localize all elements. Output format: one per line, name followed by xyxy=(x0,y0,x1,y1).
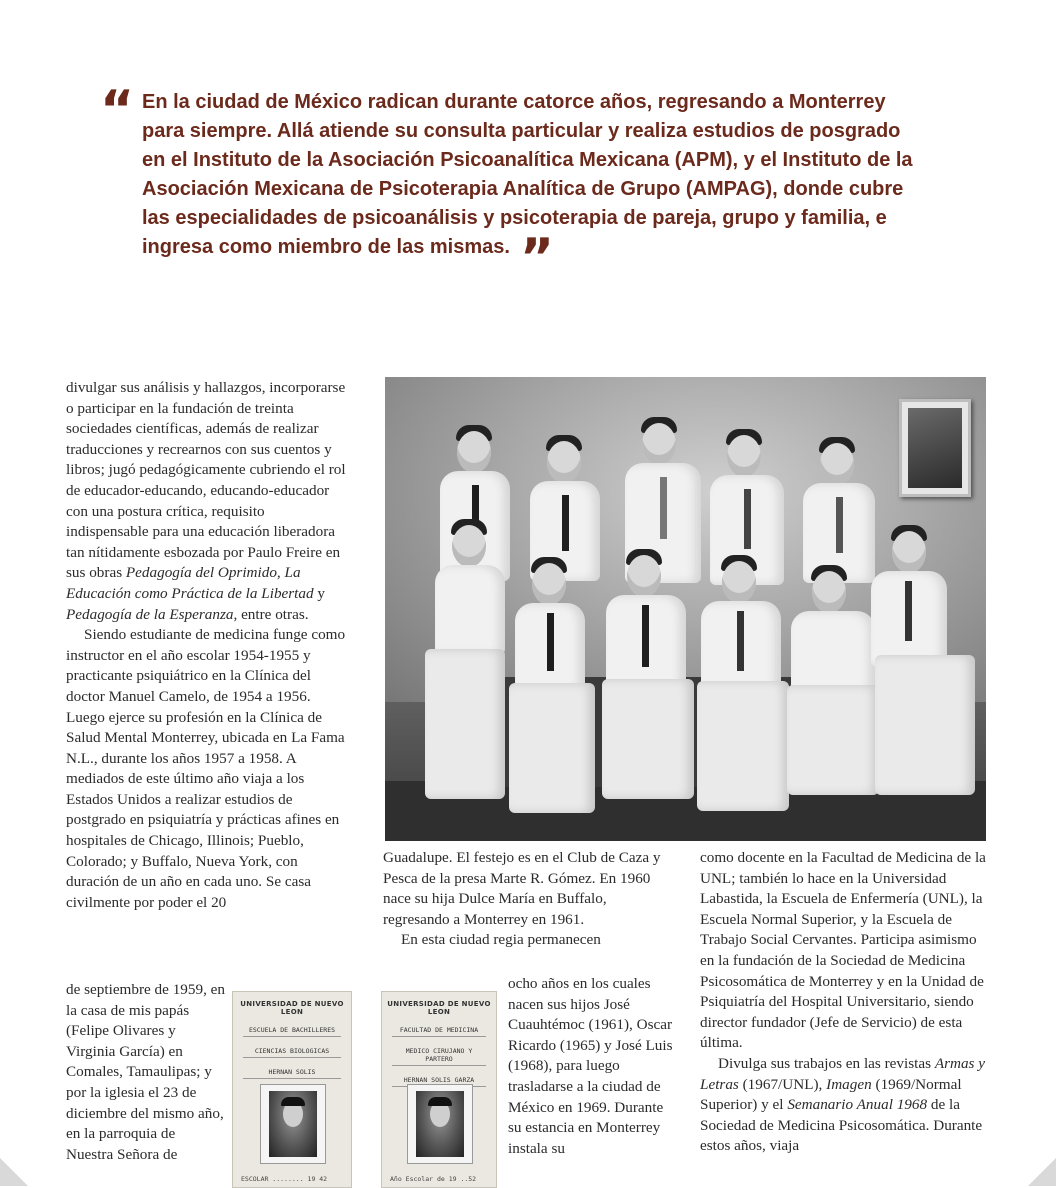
id-portrait xyxy=(260,1084,326,1164)
paragraph: En esta ciudad regia permanecen xyxy=(401,931,601,949)
group-photo xyxy=(385,377,986,841)
page-corner-left xyxy=(0,1158,28,1186)
card-name: HERNAN SOLIS xyxy=(243,1068,341,1079)
page-corner-right xyxy=(1028,1158,1056,1186)
id-portrait xyxy=(407,1084,473,1164)
pull-quote xyxy=(100,80,920,288)
book-title: Pedagogía del Oprimido, La Educación como Práctica de la Libertad xyxy=(66,564,314,602)
journal-title: Semanario Anual 1968 xyxy=(787,1096,928,1114)
paragraph: como docente en la Facultad de Medicina de la UNL; también lo hace en la Universidad Labastida, la Escuela de Enfermería (UNL), la Escuela Normal Superior, y la Escuela de Trabajo Social Cervantes. Participa asimismo en la fundación de la Sociedad de Medicina Psicosomática de Monterrey y en la Unidad de Psiquiatría del Hospital Universitario, siendo director fundador (Jefe de Servicio) de esta última. xyxy=(700,849,986,1052)
student-id-card xyxy=(232,991,352,1188)
paragraph: Guadalupe. El festejo es en el Club de Caza y Pesca de la presa Marte R. Gómez. En 1960 nace su hija Dulce María en Buffalo, regresando a Monterrey en 1961. xyxy=(383,849,661,928)
card-footer: ESCOLAR ........ 19 42 xyxy=(241,1175,328,1183)
close-quote-mark: ” xyxy=(519,228,549,288)
journal-title: Armas y Letras xyxy=(700,1054,986,1093)
text-column-1 xyxy=(66,378,348,913)
pull-quote-text: En la ciudad de México radican durante catorce años, regresando a Monterrey para siempre. Allá atiende su consulta particular y realiza estudios de posgrado en el Instituto de la Asociación Psicoanalítica Mexicana (APM), y el Instituto de la Asociación Mexicana de Psicoterapia Analítica de Grupo (AMPAG), donde cubre las especialidades de psicoanálisis y psicoterapia de pareja, grupo y familia, e ingresa como miembro de las mismas. xyxy=(142,91,913,258)
paragraph: de septiembre de 1959, en la casa de mis papás (Felipe Olivares y Virginia García) en Comales, Tamaulipas; y por la iglesia el 23 de diciembre del mismo año, en la parroquia de Nuestra Señora de xyxy=(66,981,225,1163)
paragraph: divulgar sus análisis y hallazgos, incorporarse o participar en la fundación de treinta sociedades científicas, además de realizar traducciones y recrearnos con sus cuentos y libros; jugó pedagógicamente cubriendo el rol de educador-educando, educando-educador con una postura crítica, requisito indispensable para una educación liberadora tan nítidamente esbozada por Paulo Freire en sus obras Pedagogía del Oprimido, La Educación como Práctica de la Libertad y Pedagogía de la Esperanza, entre otras. xyxy=(66,379,346,623)
text-column-2-continued xyxy=(508,974,676,1159)
framed-painting xyxy=(899,399,971,497)
text-column-2 xyxy=(383,848,675,951)
card-career: CIENCIAS BIOLOGICAS xyxy=(243,1047,341,1058)
card-name: HERNAN SOLIS GARZA xyxy=(392,1076,486,1087)
card-school: FACULTAD DE MEDICINA xyxy=(392,1026,486,1037)
card-career: MEDICO CIRUJANO Y PARTERO xyxy=(392,1047,486,1066)
text-column-1-continued xyxy=(66,980,226,1165)
journal-title: Imagen xyxy=(826,1075,872,1093)
open-quote-mark: “ xyxy=(100,80,129,140)
card-school: ESCUELA DE BACHILLERES xyxy=(243,1026,341,1037)
card-header: UNIVERSIDAD DE NUEVO LEON xyxy=(387,1000,491,1016)
book-title: Pedagogía de la Esperanza xyxy=(66,605,234,623)
paragraph: ocho años en los cuales nacen sus hijos José Cuauhtémoc (1961), Oscar Ricardo (1965) y José Luis (1968), para luego trasladarse a la ciudad de México en 1969. Durante su estancia en Monterrey instala su xyxy=(508,975,673,1157)
paragraph: Divulga sus trabajos en las revistas Armas y Letras (1967/UNL), Imagen (1969/Normal Superior) y el Semanario Anual 1968 de la Sociedad de Medicina Psicosomática. Durante estos años, viaja xyxy=(700,1054,986,1155)
card-footer: Año Escolar de 19 ..52 xyxy=(390,1175,477,1183)
student-id-card xyxy=(381,991,497,1188)
paragraph: Siendo estudiante de medicina funge como instructor en el año escolar 1954-1955 y practicante psiquiátrico en la Clínica del doctor Manuel Camelo, de 1954 a 1956. Luego ejerce su profesión en la Clínica de Salud Mental Monterrey, ubicada en La Fama N.L., durante los años 1957 a 1958. A mediados de este último año viaja a los Estados Unidos a realizar estudios de postgrado en psiquiatría y prácticas afines en hospitales de Chicago, Illinois; Pueblo, Colorado; y Buffalo, Nueva York, con duración de un año en cada uno. Se casa civilmente por poder el 20 xyxy=(66,626,346,911)
card-header: UNIVERSIDAD DE NUEVO LEON xyxy=(240,1000,344,1016)
text-column-3 xyxy=(700,848,992,1157)
